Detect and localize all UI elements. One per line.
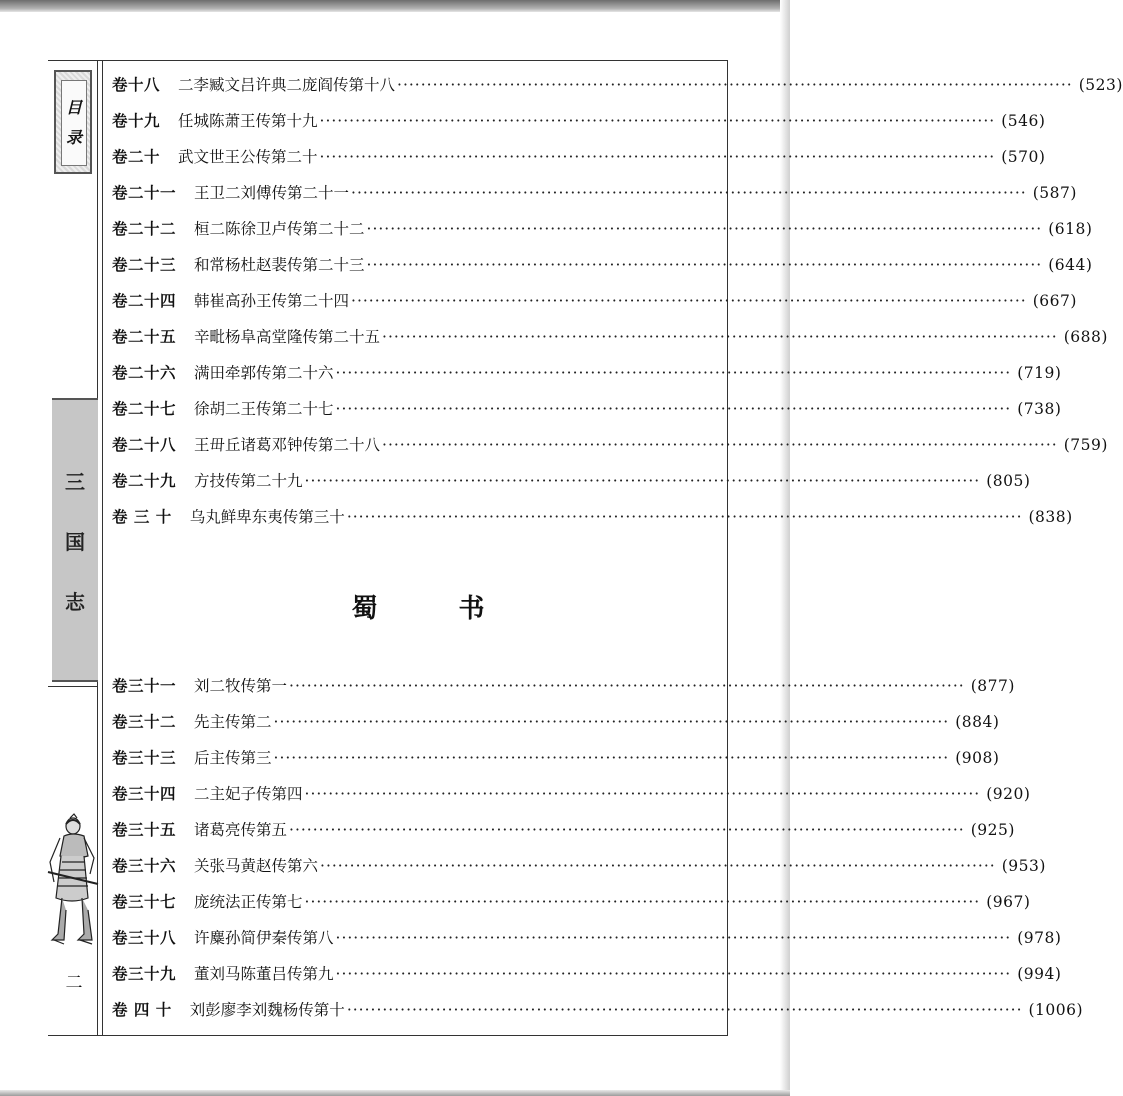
toc-leader-dots: ·················································································································· xyxy=(351,292,1027,310)
toc-leader-dots: ·················································································································· xyxy=(335,400,1012,418)
toc-title: 王卫二刘傅传第二十一 xyxy=(194,184,350,202)
chapter-label-char: 录 xyxy=(65,128,82,147)
toc-page: (618) xyxy=(1048,220,1093,238)
toc-leader-dots: ·················································································································· xyxy=(397,76,1073,94)
toc-entry xyxy=(112,674,1015,698)
toc-page: (908) xyxy=(955,749,1000,767)
toc-page: (587) xyxy=(1032,184,1077,202)
toc-title: 任城陈萧王传第十九 xyxy=(178,112,318,130)
toc-volume: 卷 三 十 xyxy=(112,507,172,526)
toc-page: (523) xyxy=(1078,76,1123,94)
toc-volume: 卷二十八 xyxy=(112,435,177,454)
page-number: 二 xyxy=(65,973,83,993)
toc-entry xyxy=(112,253,1093,277)
toc-entry xyxy=(112,998,1084,1022)
toc-page: (994) xyxy=(1017,965,1062,983)
toc-entry xyxy=(112,361,1062,385)
toc-leader-dots: ·················································································································· xyxy=(289,677,965,695)
toc-leader-dots: ·················································································································· xyxy=(335,929,1012,947)
toc-entry xyxy=(112,710,1000,734)
book-title-char: 三 xyxy=(65,469,85,494)
toc-entry xyxy=(112,289,1077,313)
toc-entry xyxy=(112,890,1031,914)
scan-bottom-edge xyxy=(0,1090,790,1096)
toc-page: (838) xyxy=(1028,508,1073,526)
toc-volume: 卷三十四 xyxy=(112,784,177,803)
toc-leader-dots: ·················································································································· xyxy=(273,713,950,731)
book-title-char: 志 xyxy=(65,589,85,614)
toc-entry xyxy=(112,782,1031,806)
toc-entry xyxy=(112,73,1123,97)
toc-entry xyxy=(112,325,1108,349)
toc-page: (953) xyxy=(1001,857,1046,875)
book-title-panel xyxy=(52,398,98,682)
toc-title: 辛毗杨阜高堂隆传第二十五 xyxy=(194,328,381,346)
toc-title: 桓二陈徐卫卢传第二十二 xyxy=(194,220,365,238)
toc-page: (759) xyxy=(1063,436,1108,454)
toc-page: (920) xyxy=(986,785,1031,803)
toc-page: (925) xyxy=(970,821,1015,839)
toc-title: 乌丸鲜卑东夷传第三十 xyxy=(189,508,345,526)
toc-volume: 卷二十 xyxy=(112,147,161,166)
toc-volume: 卷三十七 xyxy=(112,892,177,911)
toc-entry xyxy=(112,926,1062,950)
toc-page: (1006) xyxy=(1028,1001,1084,1019)
toc-volume: 卷三十一 xyxy=(112,676,177,695)
toc-page: (967) xyxy=(986,893,1031,911)
toc-leader-dots: ·················································································································· xyxy=(319,112,996,130)
toc-volume: 卷二十四 xyxy=(112,291,177,310)
toc-leader-dots: ·················································································································· xyxy=(382,328,1058,346)
toc-title: 诸葛亮传第五 xyxy=(194,821,288,839)
toc-volume: 卷十九 xyxy=(112,111,161,130)
toc-page: (738) xyxy=(1017,400,1062,418)
toc-page: (570) xyxy=(1001,148,1046,166)
toc-volume: 卷二十三 xyxy=(112,255,177,274)
toc-page: (644) xyxy=(1048,256,1093,274)
toc-volume: 卷二十五 xyxy=(112,327,177,346)
toc-entry xyxy=(112,397,1062,421)
toc-title: 满田牵郭传第二十六 xyxy=(194,364,334,382)
toc-leader-dots: ·················································································································· xyxy=(273,749,950,767)
toc-volume: 卷十八 xyxy=(112,75,161,94)
toc-leader-dots: ·················································································································· xyxy=(335,364,1012,382)
toc-leader-dots: ·················································································································· xyxy=(304,472,981,490)
chapter-label-inner xyxy=(61,80,87,166)
toc-page: (667) xyxy=(1032,292,1077,310)
toc-page: (978) xyxy=(1017,929,1062,947)
toc-entry xyxy=(112,145,1046,169)
book-title-char: 国 xyxy=(65,529,85,554)
toc-entry xyxy=(112,181,1077,205)
chapter-label xyxy=(54,70,92,174)
toc-title: 和常杨杜赵裴传第二十三 xyxy=(194,256,365,274)
warrior-illustration xyxy=(44,812,100,948)
toc-title: 许麋孙简伊秦传第八 xyxy=(194,929,334,947)
toc-title: 关张马黄赵传第六 xyxy=(194,857,319,875)
toc-title: 刘二牧传第一 xyxy=(194,677,288,695)
toc-leader-dots: ·················································································································· xyxy=(304,893,981,911)
toc-leader-dots: ·················································································································· xyxy=(366,220,1043,238)
toc-entry xyxy=(112,469,1031,493)
toc-title: 刘彭廖李刘魏杨传第十 xyxy=(189,1001,345,1019)
toc-leader-dots: ·················································································································· xyxy=(382,436,1058,454)
toc-leader-dots: ·················································································································· xyxy=(346,1001,1023,1019)
toc-title: 方技传第二十九 xyxy=(194,472,303,490)
toc-entry xyxy=(112,433,1108,457)
toc-page: (688) xyxy=(1063,328,1108,346)
toc-entry xyxy=(112,962,1062,986)
toc-volume: 卷 四 十 xyxy=(112,1000,172,1019)
toc-entry xyxy=(112,818,1015,842)
toc-title: 后主传第三 xyxy=(194,749,272,767)
toc-leader-dots: ·················································································································· xyxy=(335,965,1012,983)
toc-title: 韩崔高孙王传第二十四 xyxy=(194,292,350,310)
toc-title: 二主妃子传第四 xyxy=(194,785,303,803)
toc-volume: 卷二十二 xyxy=(112,219,177,238)
toc-title: 二李臧文吕许典二庞阎传第十八 xyxy=(178,76,396,94)
toc-title: 董刘马陈董吕传第九 xyxy=(194,965,334,983)
toc-leader-dots: ·················································································································· xyxy=(289,821,965,839)
toc-leader-dots: ·················································································································· xyxy=(319,148,996,166)
sidebar-divider xyxy=(48,686,98,687)
toc-leader-dots: ·················································································································· xyxy=(346,508,1023,526)
toc-page: (805) xyxy=(986,472,1031,490)
toc-leader-dots: ·················································································································· xyxy=(366,256,1043,274)
toc-volume: 卷二十九 xyxy=(112,471,177,490)
section-heading: 蜀 书 xyxy=(351,594,521,624)
toc-volume: 卷三十三 xyxy=(112,748,177,767)
toc-page: (546) xyxy=(1001,112,1046,130)
toc-entry xyxy=(112,854,1046,878)
toc-volume: 卷三十五 xyxy=(112,820,177,839)
toc-volume: 卷三十二 xyxy=(112,712,177,731)
toc-volume: 卷二十一 xyxy=(112,183,177,202)
toc-page: (719) xyxy=(1017,364,1062,382)
toc-leader-dots: ·················································································································· xyxy=(320,857,996,875)
toc-leader-dots: ·················································································································· xyxy=(304,785,981,803)
toc-volume: 卷三十六 xyxy=(112,856,177,875)
scan-top-edge xyxy=(0,0,790,12)
toc-title: 王毌丘诸葛邓钟传第二十八 xyxy=(194,436,381,454)
toc-entry xyxy=(112,505,1073,529)
toc-page: (877) xyxy=(970,677,1015,695)
chapter-label-char: 目 xyxy=(65,98,82,117)
toc-volume: 卷二十七 xyxy=(112,399,177,418)
toc-page: (884) xyxy=(955,713,1000,731)
sidebar-rule-inner xyxy=(102,60,103,1036)
toc-volume: 卷三十八 xyxy=(112,928,177,947)
toc-title: 武文世王公传第二十 xyxy=(178,148,318,166)
toc-entry xyxy=(112,109,1046,133)
toc-leader-dots: ·················································································································· xyxy=(351,184,1027,202)
toc-entry xyxy=(112,217,1093,241)
toc-title: 徐胡二王传第二十七 xyxy=(194,400,334,418)
toc-volume: 卷二十六 xyxy=(112,363,177,382)
toc-volume: 卷三十九 xyxy=(112,964,177,983)
toc-title: 庞统法正传第七 xyxy=(194,893,303,911)
toc-entry xyxy=(112,746,1000,770)
toc-title: 先主传第二 xyxy=(194,713,272,731)
